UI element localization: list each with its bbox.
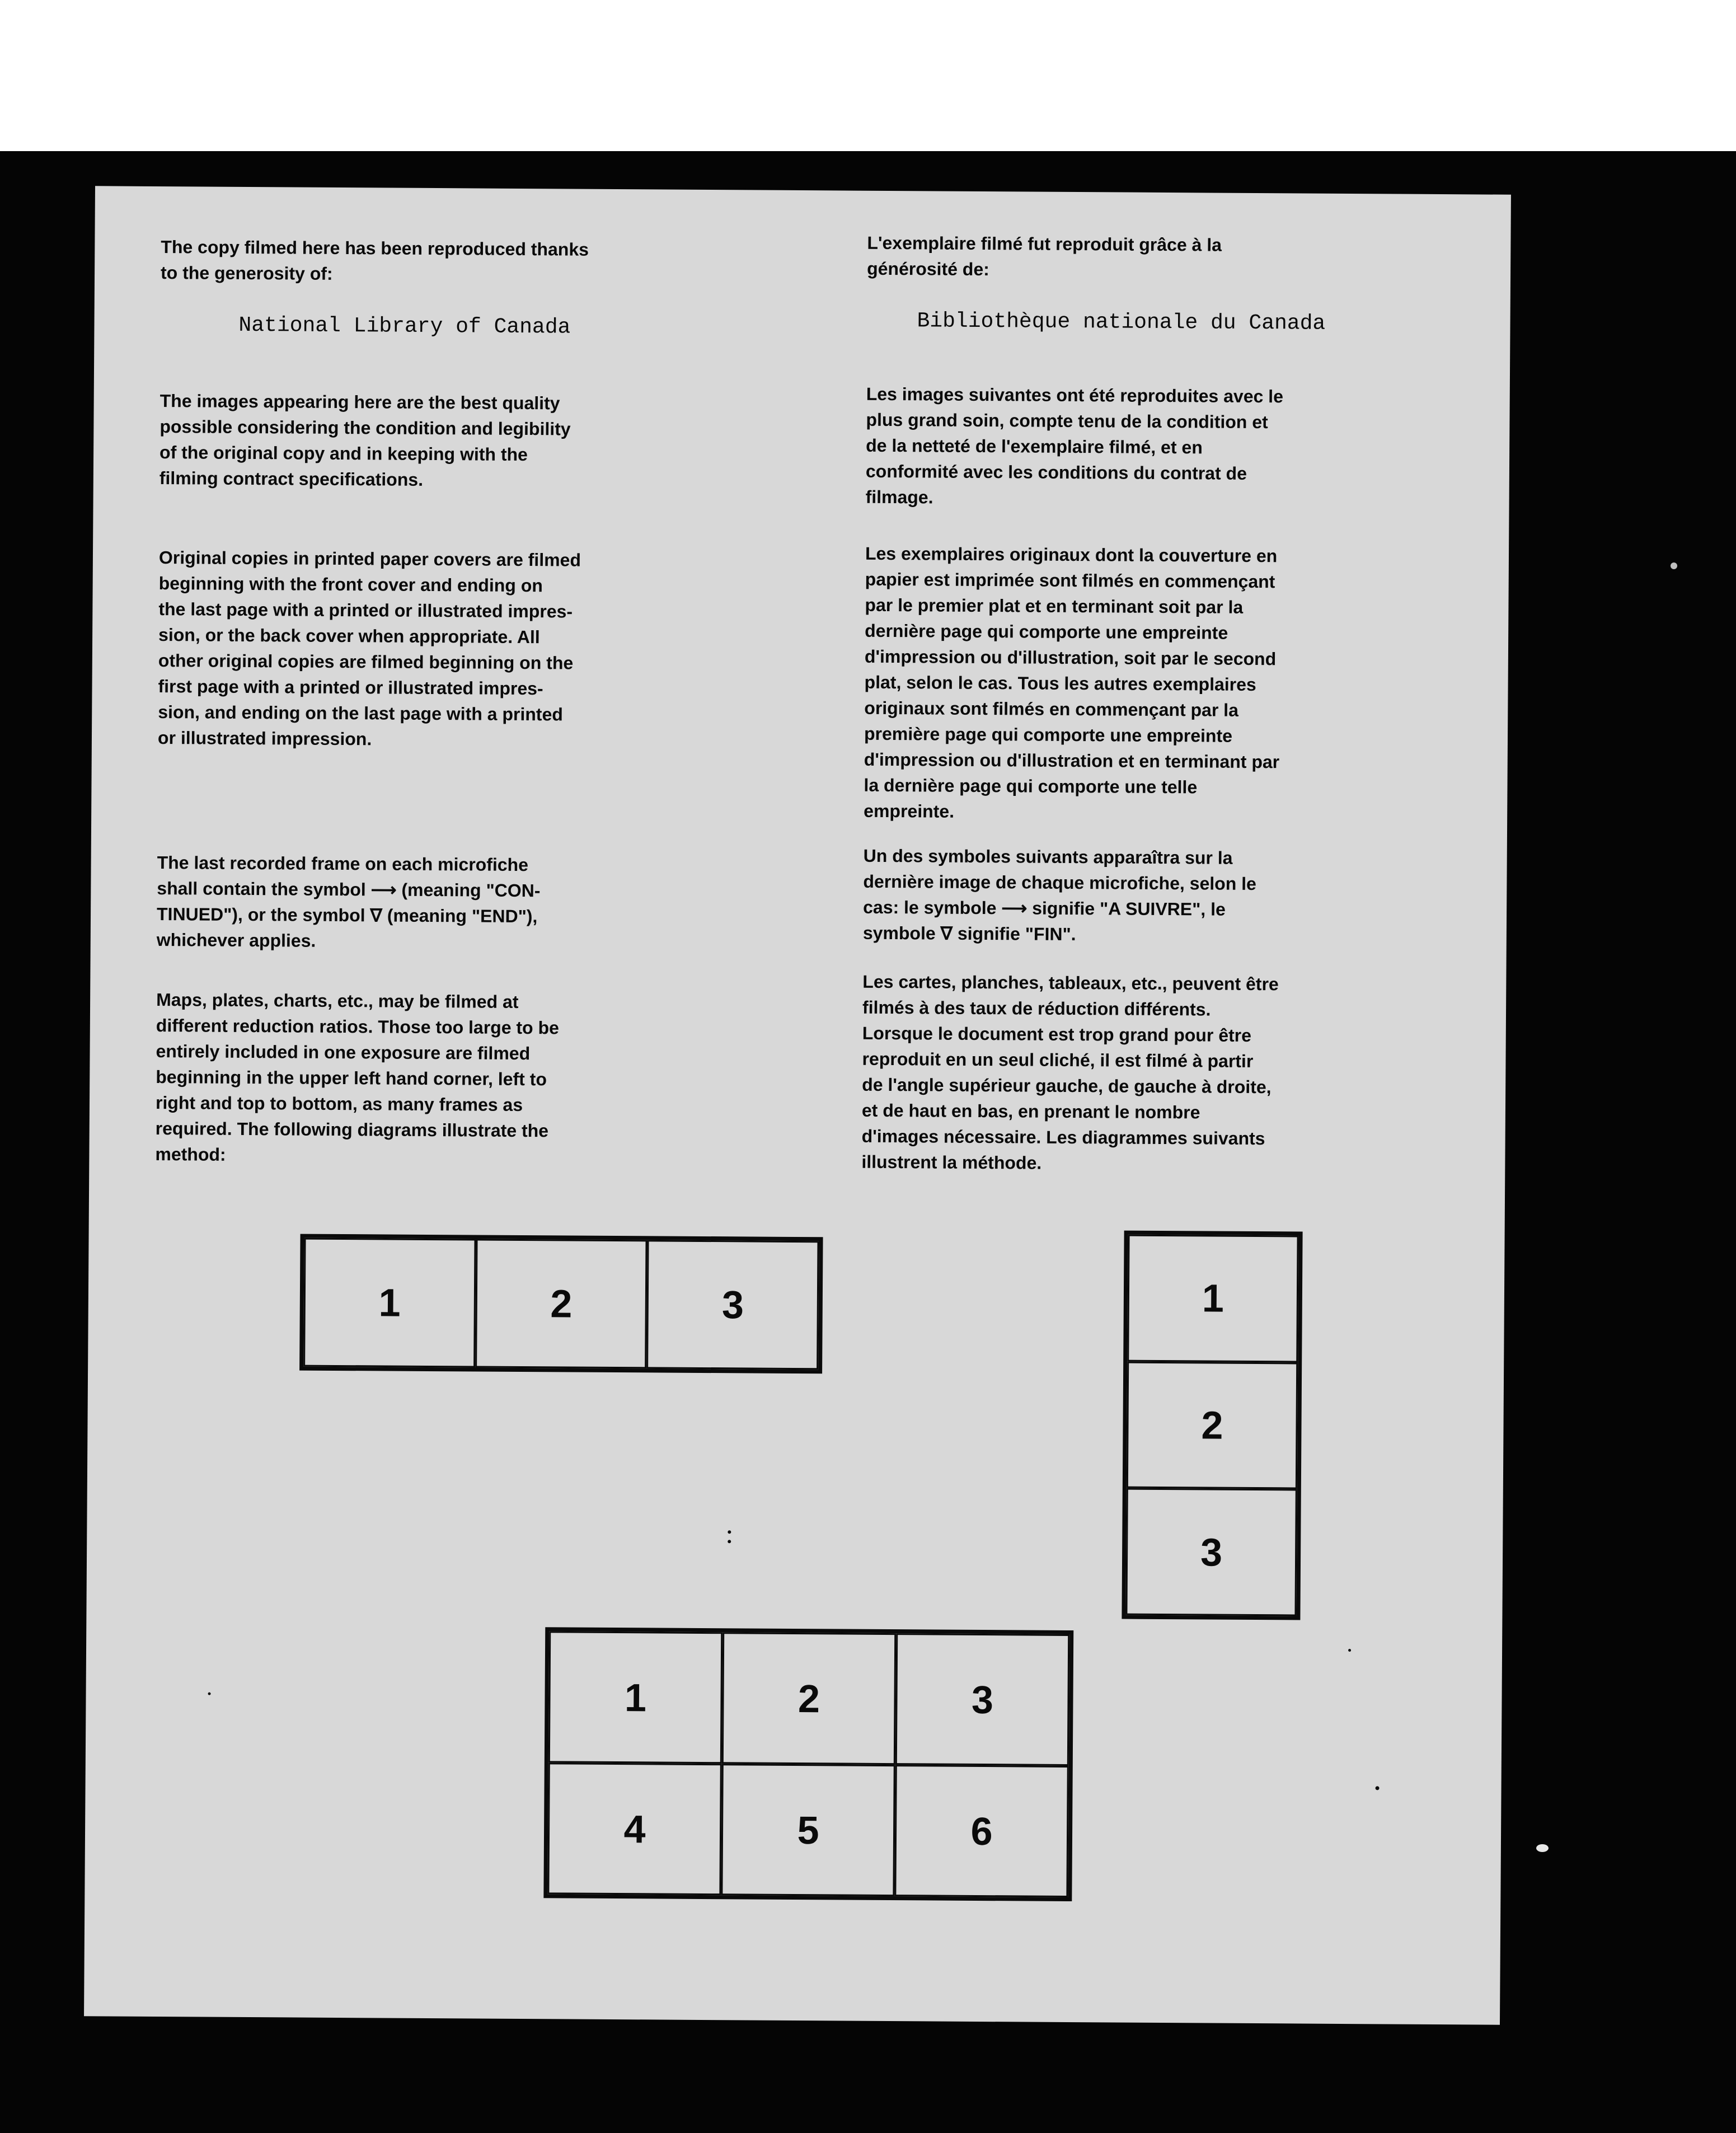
diagram-six-frame-grid xyxy=(543,1627,1073,1901)
fr-symbols-paragraph: Un des symboles suivants apparaîtra sur la dernière image de chaque microfiche, selon le cas: le symbole ⟶ signifie "A SUIVRE", le symbole ∇ signifie "FIN". xyxy=(862,845,1257,945)
fr-quality-paragraph: Les images suivantes ont été reproduites avec le plus grand soin, compte tenu de la condition et de la netteté de l'exemplaire filmé, et en conformité avec les conditions du contrat de filmage. xyxy=(865,383,1284,508)
diagram-vertical-three-frames xyxy=(1122,1231,1302,1620)
fr-maps-paragraph: Les cartes, planches, tableaux, etc., peuvent être filmés à des taux de réduction différents. Lorsque le document est trop grand pour être reproduit en un seul cliché, il est filmé à partir de l'angle supérieur gauche, de gauche à droite, et de haut en bas, en prenant le nombre d'images nécessaire. Les diagrammes suivants illustrent la méthode. xyxy=(861,971,1279,1173)
en-institution-name: National Library of Canada xyxy=(238,313,571,340)
frame-cell: 2 xyxy=(1127,1361,1298,1489)
fr-covers-paragraph: Les exemplaires originaux dont la couverture en papier est imprimée sont filmés en commençant par le premier plat et en terminant soit par la dernière page qui comporte une empreinte d'impression ou d'illustration, soit par le second plat, selon le cas. Tous les autres exemplaires originaux sont filmés en commençant par la première page qui comporte une empreinte d'impression ou d'illustration et en terminant par la dernière page qui comporte une telle empreinte. xyxy=(864,543,1280,822)
film-speck xyxy=(1671,562,1677,569)
frame-cell: 3 xyxy=(646,1240,819,1370)
dust-speck xyxy=(1348,1649,1351,1652)
frame-cell: 6 xyxy=(894,1765,1068,1897)
frame-cell: 4 xyxy=(547,1762,721,1895)
en-symbols-paragraph: The last recorded frame on each microfiche shall contain the symbol ⟶ (meaning "CON- TINUED"), or the symbol ∇ (meaning "END"), whichever applies. xyxy=(156,852,541,951)
document-page xyxy=(84,186,1511,2024)
en-quality-paragraph: The images appearing here are the best quality possible considering the condition and legibility of the original copy and in keeping with the filming contract specifications. xyxy=(159,391,571,490)
dust-speck xyxy=(1376,1786,1380,1790)
dust-speck xyxy=(208,1693,211,1695)
frame-cell: 3 xyxy=(895,1633,1069,1766)
frame-cell: 5 xyxy=(721,1764,895,1896)
dust-speck xyxy=(728,1530,731,1534)
film-speck xyxy=(1536,1844,1549,1852)
en-maps-paragraph: Maps, plates, charts, etc., may be filmed at different reduction ratios. Those too large to be entirely included in one exposure are filmed beginning in the upper left hand corner, left to right and top to bottom, as many frames as required. The following diagrams illustrate the method: xyxy=(155,989,560,1165)
fr-institution-name: Bibliothèque nationale du Canada xyxy=(917,309,1326,336)
diagram-horizontal-three-frames xyxy=(299,1234,823,1374)
frame-cell: 3 xyxy=(1125,1488,1297,1616)
frame-cell: 2 xyxy=(475,1239,648,1368)
frame-cell: 2 xyxy=(722,1632,896,1765)
en-covers-paragraph: Original copies in printed paper covers are filmed beginning with the front cover and ending on the last page with a printed or illustrated impres- sion, or the back cover when appropriate. All other original copies are filmed beginning on the first page with a printed or illustrated impres- sion, and ending on the last page with a printed or illustrated impression. xyxy=(157,547,581,749)
dust-speck xyxy=(728,1540,731,1543)
fr-thanks-paragraph: L'exemplaire filmé fut reproduit grâce à la générosité de: xyxy=(867,232,1222,280)
frame-cell: 1 xyxy=(1127,1235,1298,1363)
frame-cell: 1 xyxy=(303,1238,476,1368)
en-thanks-paragraph: The copy filmed here has been reproduced thanks to the generosity of: xyxy=(160,237,589,284)
frame-cell: 1 xyxy=(548,1631,722,1764)
